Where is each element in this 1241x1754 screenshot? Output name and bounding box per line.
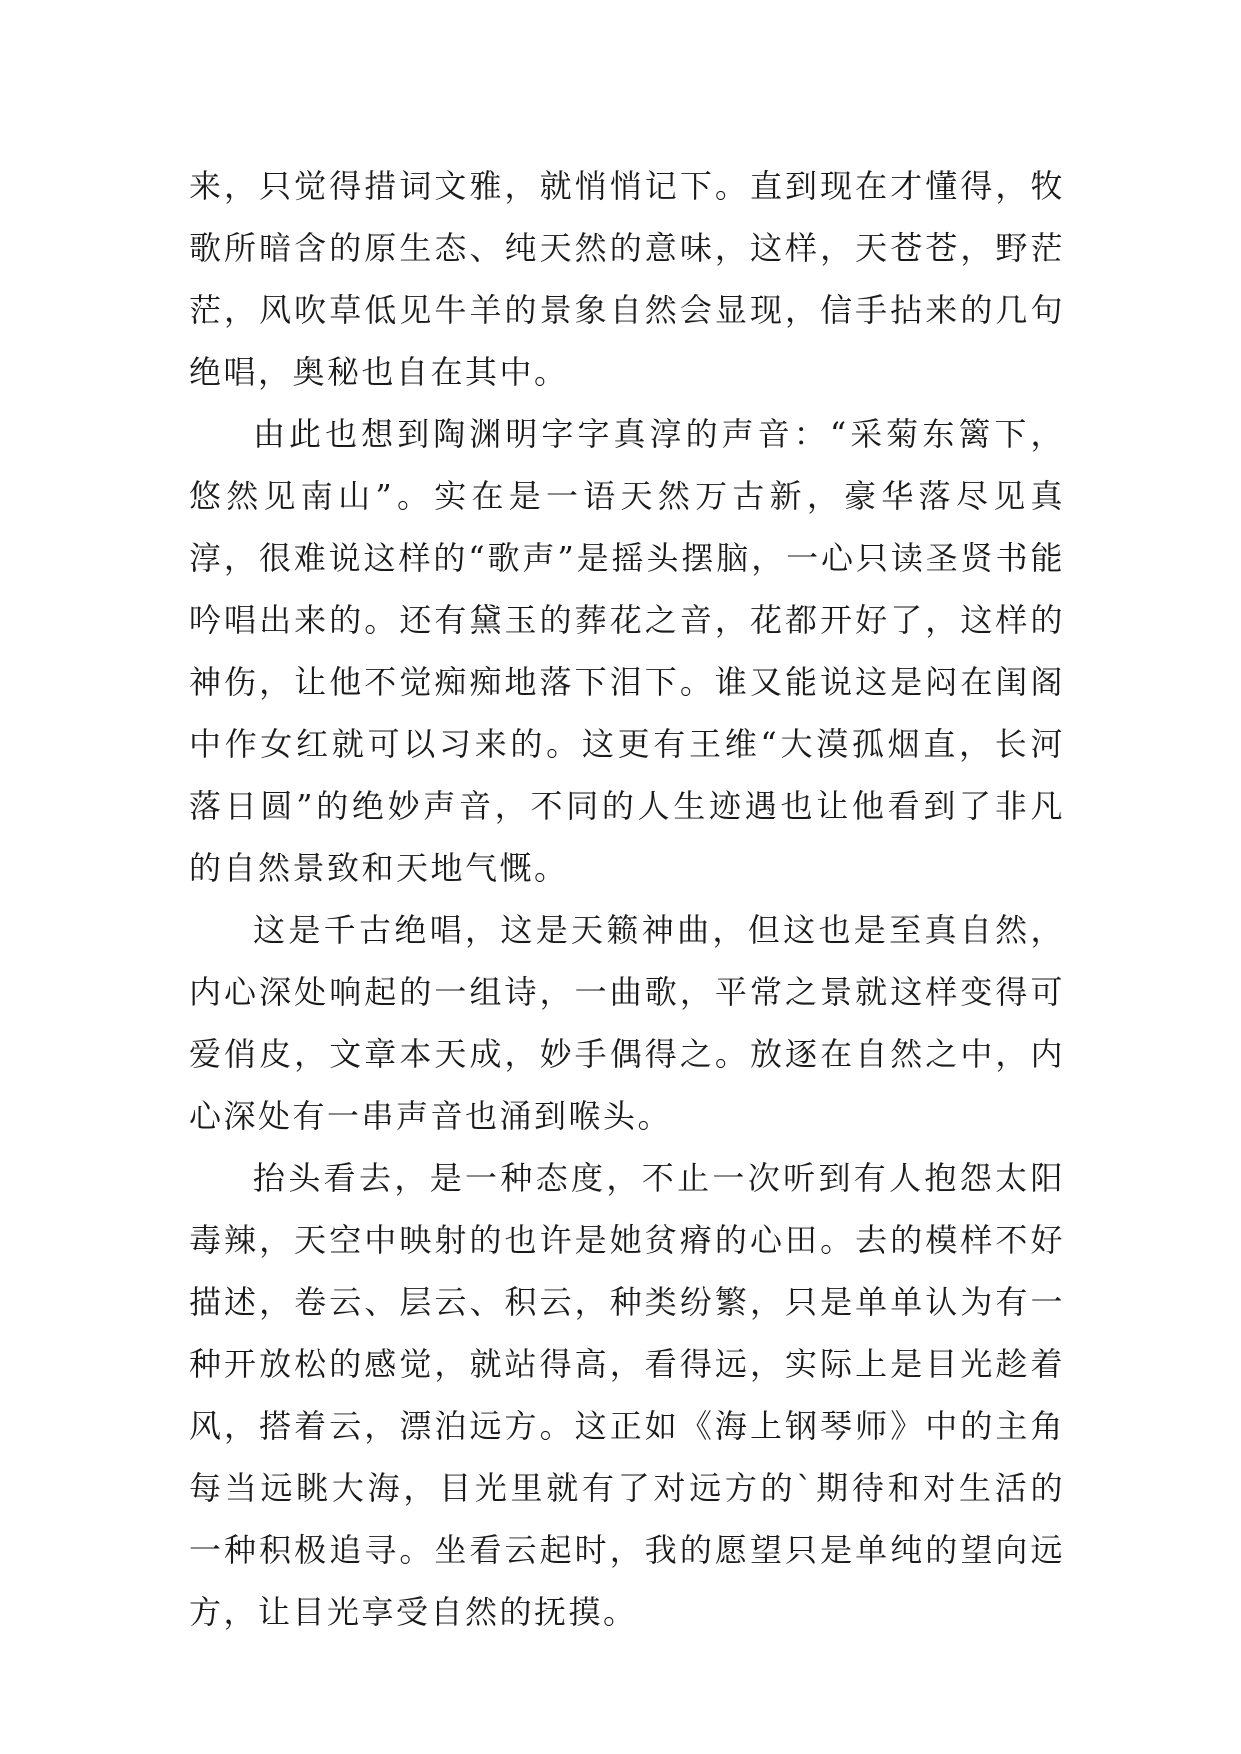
- paragraph-3: 这是千古绝唱，这是天籁神曲，但这也是至真自然，内心深处响起的一组诗，一曲歌，平常之景就这样变得可爱俏皮，文章本天成，妙手偶得之。放逐在自然之中，内心深处有一串声音也涌到喉头。: [189, 911, 1065, 1135]
- paragraph-2: 由此也想到陶渊明字字真淳的声音：“采菊东篱下，悠然见南山”。实在是一语天然万古新，豪华落尽见真淳，很难说这样的“歌声”是摇头摆脑，一心只读圣贤书能吟唱出来的。还有黛玉的葬花之音，花都开好了，这样的神伤，让他不觉痴痴地落下泪下。谁又能说这是闷在闺阁中作女红就可以习来的。这更有王维“大漠孤烟直，长河落日圆”的绝妙声音，不同的人生迹遇也让他看到了非凡的自然景致和天地气慨。: [189, 415, 1065, 887]
- paragraph-4: 抬头看去，是一种态度，不止一次听到有人抱怨太阳毒辣，天空中映射的也许是她贫瘠的心田。去的模样不好描述，卷云、层云、积云，种类纷繁，只是单单认为有一种开放松的感觉，就站得高，看得远，实际上是目光趁着风，搭着云，漂泊远方。这正如《海上钢琴师》中的主角每当远眺大海，目光里就有了对远方的`期待和对生活的一种积极追寻。坐看云起时，我的愿望只是单纯的望向远方，让目光享受自然的抚摸。: [189, 1159, 1065, 1631]
- paragraph-1: 来，只觉得措词文雅，就悄悄记下。直到现在才懂得，牧歌所暗含的原生态、纯天然的意味，这样，天苍苍，野茫茫，风吹草低见牛羊的景象自然会显现，信手拈来的几句绝唱，奥秘也自在其中。: [189, 167, 1065, 391]
- document-body: [189, 155, 1065, 1643]
